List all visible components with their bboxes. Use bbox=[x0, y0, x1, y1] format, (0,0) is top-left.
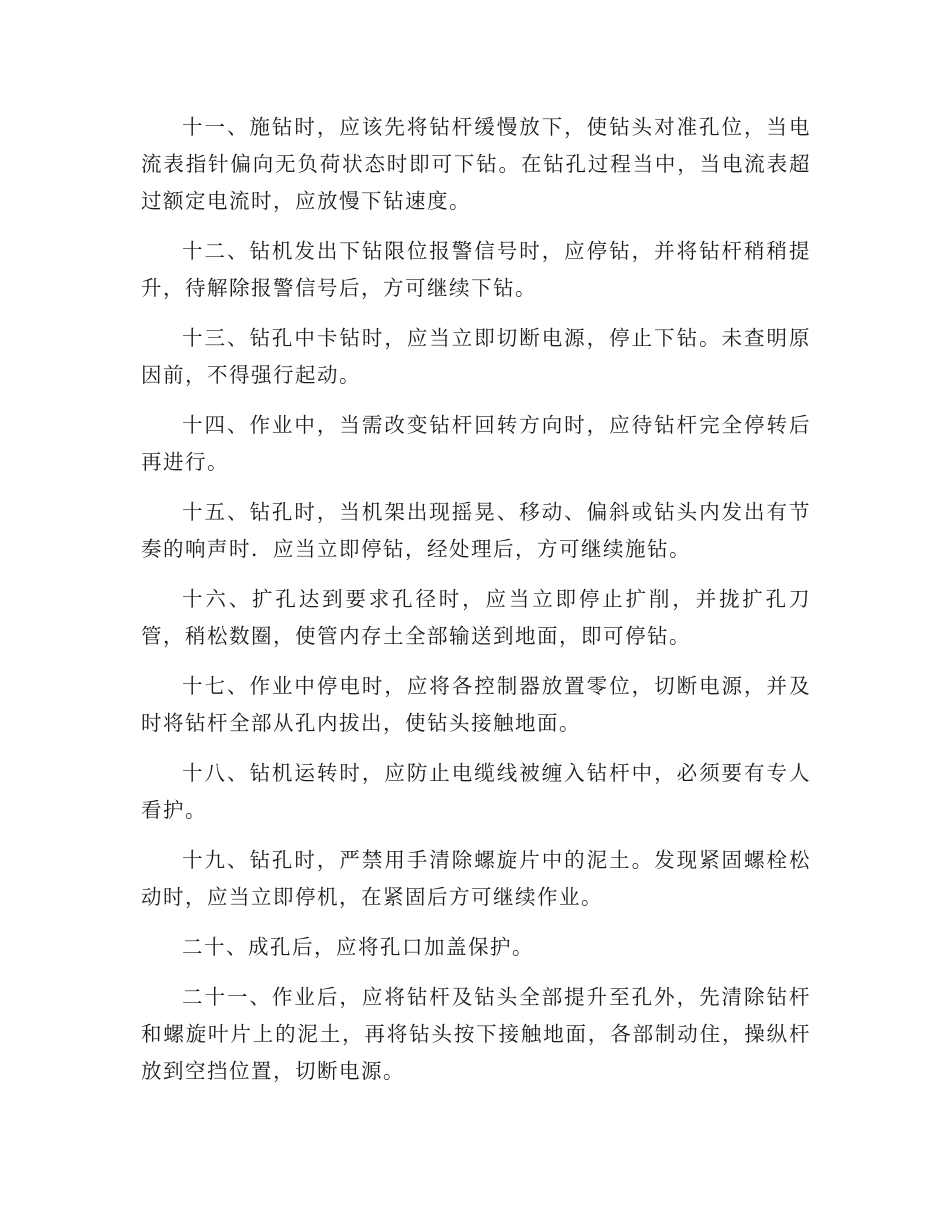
paragraph-19: 十九、钻孔时，严禁用手清除螺旋片中的泥土。发现紧固螺栓松动时，应当立即停机，在紧固后方可继续作业。 bbox=[141, 848, 811, 909]
paragraph-20: 二十、成孔后，应将孔口加盖保护。 bbox=[182, 935, 534, 959]
paragraph-21: 二十一、作业后，应将钻杆及钻头全部提升至孔外，先清除钻杆和螺旋叶片上的泥土，再将钻头按下接触地面，各部制动住，操纵杆放到空挡位置，切断电源。 bbox=[141, 985, 811, 1083]
paragraph-16: 十六、扩孔达到要求孔径时，应当立即停止扩削，并拢扩孔刀管，稍松数圈，使管内存土全部输送到地面，即可停钻。 bbox=[141, 587, 811, 648]
paragraph-11: 十一、施钻时，应该先将钻杆缓慢放下，使钻头对准孔位，当电流表指针偏向无负荷状态时即可下钻。在钻孔过程当中，当电流表超过额定电流时，应放慢下钻速度。 bbox=[141, 115, 811, 213]
document-body bbox=[141, 109, 811, 1103]
paragraph-12: 十二、钻机发出下钻限位报警信号时，应停钻，并将钻杆稍稍提升，待解除报警信号后，方可继续下钻。 bbox=[141, 239, 811, 300]
paragraph-13: 十三、钻孔中卡钻时，应当立即切断电源，停止下钻。未查明原因前，不得强行起动。 bbox=[141, 326, 811, 387]
paragraph-14: 十四、作业中，当需改变钻杆回转方向时，应待钻杆完全停转后再进行。 bbox=[141, 413, 811, 474]
paragraph-15: 十五、钻孔时，当机架出现摇晃、移动、偏斜或钻头内发出有节奏的响声时．应当立即停钻，经处理后，方可继续施钻。 bbox=[141, 500, 811, 561]
paragraph-17: 十七、作业中停电时，应将各控制器放置零位，切断电源，并及时将钻杆全部从孔内拔出，使钻头接触地面。 bbox=[141, 674, 811, 735]
paragraph-18: 十八、钻机运转时，应防止电缆线被缠入钻杆中，必须要有专人看护。 bbox=[141, 761, 811, 822]
